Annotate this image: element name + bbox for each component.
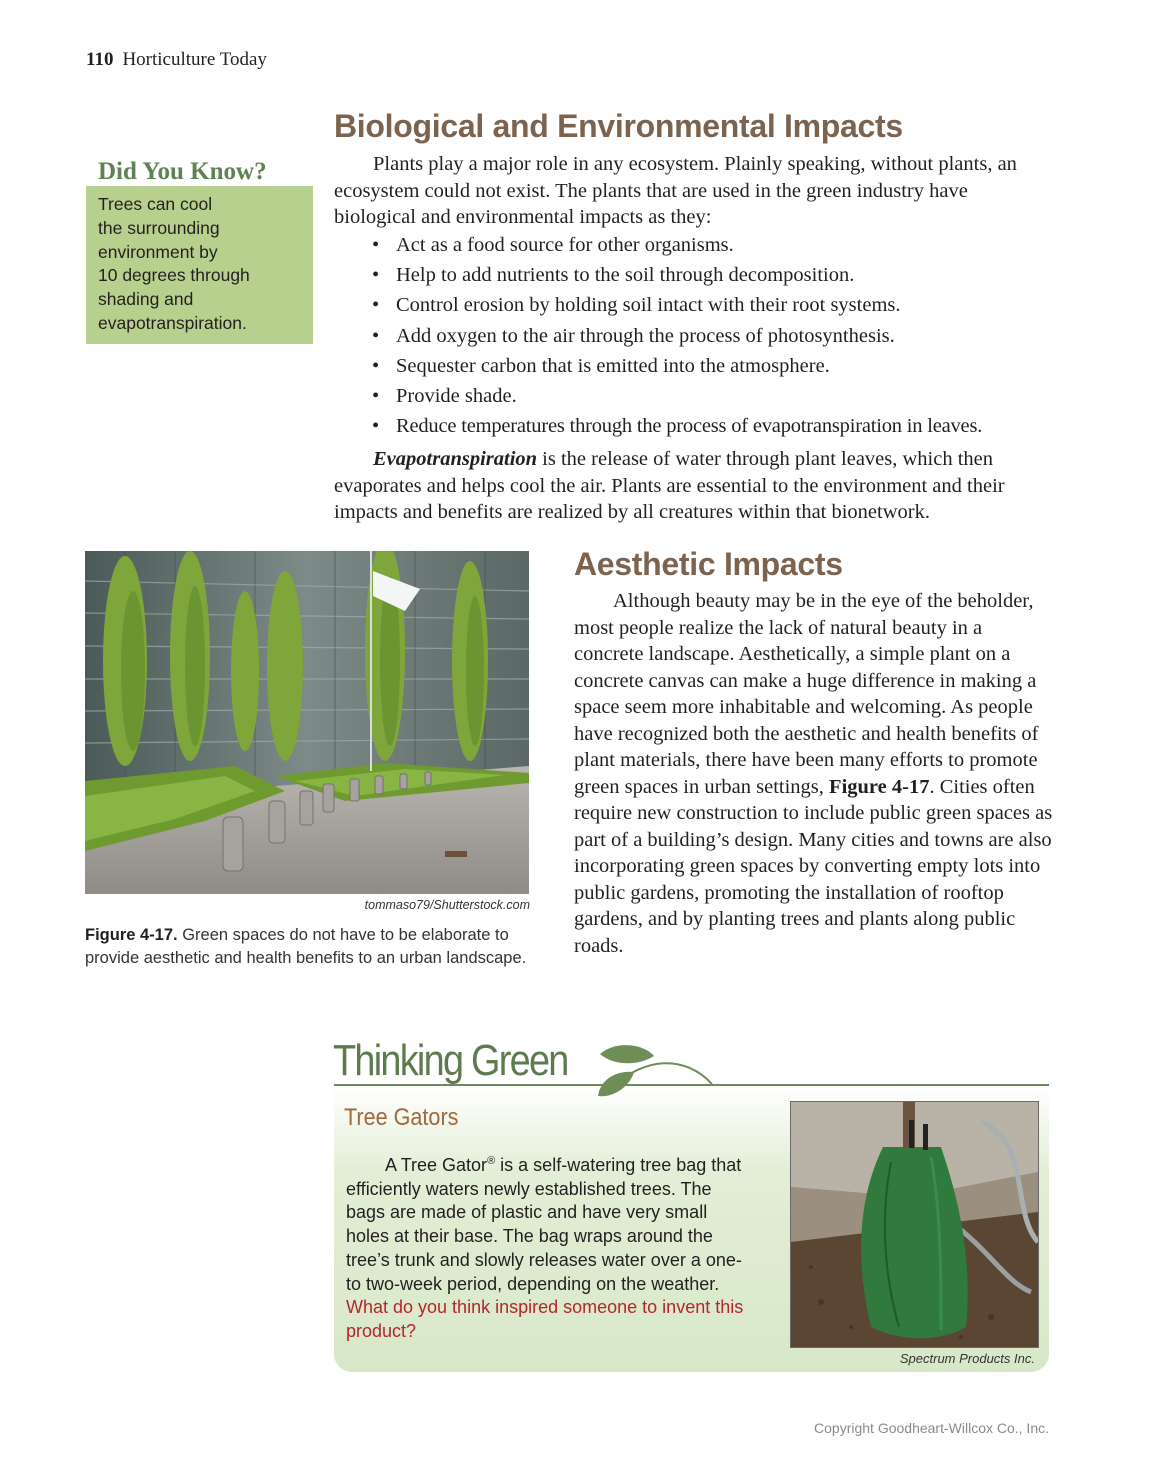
list-item: • Sequester carbon that is emitted into the atmosphere. xyxy=(334,353,1054,383)
registered-mark: ® xyxy=(487,1155,496,1167)
list-item: • Control erosion by holding soil intact with their root systems. xyxy=(334,292,1054,322)
biological-intro-paragraph: Plants play a major role in any ecosystem. Plainly speaking, without plants, an ecosystem could not exist. The plants that are used in the green industry have biological and environmental impacts as they: xyxy=(334,153,1017,228)
figure-label: Figure 4-17. xyxy=(85,926,178,944)
urban-green-space-photo xyxy=(85,551,529,894)
aesthetic-paragraph xyxy=(574,588,1054,959)
leaf-icon xyxy=(594,1040,714,1102)
paragraph-text: A Tree Gator xyxy=(385,1155,488,1175)
page-number: 110 xyxy=(86,49,114,70)
list-item: • Act as a food source for other organisms. xyxy=(334,232,1054,262)
evapotranspiration-paragraph xyxy=(334,446,1034,526)
tree-gator-photo xyxy=(790,1101,1039,1348)
thinking-green-subtitle: Tree Gators xyxy=(344,1104,459,1131)
list-item: • Help to add nutrients to the soil through decomposition. xyxy=(334,262,1054,292)
dyk-line: the surrounding xyxy=(98,217,220,238)
did-you-know-title: Did You Know? xyxy=(98,158,267,185)
discussion-question: What do you think inspired someone to invent this product? xyxy=(346,1297,744,1341)
list-item: • Add oxygen to the air through the process of photosynthesis. xyxy=(334,323,1054,353)
photo-credit: tommaso79/Shutterstock.com xyxy=(364,898,530,912)
did-you-know-box xyxy=(86,186,313,344)
dyk-line: shading and xyxy=(98,289,194,310)
figure-reference: Figure 4-17 xyxy=(829,775,930,798)
list-item: • Provide shade. xyxy=(334,383,1054,413)
book-title: Horticulture Today xyxy=(122,49,267,70)
thinking-green-title: Thinking Green xyxy=(333,1036,568,1085)
paragraph-text: Although beauty may be in the eye of the beholder, most people realize the lack of natural beauty in a concrete landscape. Aesthetically, a simple plant on a concrete canvas can make a huge difference in making a space seem more inhabitable and welcoming. As people have recognized both the aesthetic and health benefits of plant materials, there have been many efforts to promote green spaces in urban settings, xyxy=(574,590,1039,798)
copyright-notice: Copyright Goodheart-Willcox Co., Inc. xyxy=(814,1420,1049,1436)
photo-illustration xyxy=(791,1102,1038,1347)
dyk-line: Trees can cool xyxy=(98,194,213,214)
impact-bullet-list xyxy=(334,232,1054,443)
dyk-line: evapotranspiration. xyxy=(98,312,247,333)
caption-text: Green spaces do not have to be elaborate to provide aesthetic and health benefits to an urban landscape. xyxy=(85,926,527,967)
list-item: • Reduce temperatures through the process of evapotranspiration in leaves. xyxy=(334,413,1054,443)
photo-illustration xyxy=(85,551,529,894)
section-heading-aesthetic: Aesthetic Impacts xyxy=(574,546,843,582)
dyk-line: 10 degrees through xyxy=(98,265,250,286)
section-heading-biological: Biological and Environmental Impacts xyxy=(334,108,903,144)
paragraph-text: is the release of water through plant leaves, which then evaporates and helps cool the air. Plants are essential to the environment and their impacts and benefits are realized by all creatures within that bionetwork. xyxy=(334,448,1005,523)
paragraph-text: . Cities often require new construction to include public green spaces as part of a building’s design. Many cities and towns are also incorporating green spaces by converting empty lots into public gardens, promoting the installation of rooftop gardens, and by planting trees and plants along public roads. xyxy=(574,775,1053,957)
thinking-green-text xyxy=(346,1150,751,1344)
key-term: Evapotranspiration xyxy=(373,448,538,470)
paragraph-text: is a self-watering tree bag that efficiently waters newly established trees. The bags are made of plastic and have very small holes at their base. The bag wraps around the tree’s trunk and slowly releases water over a one- to two-week period, depending on the weather. xyxy=(346,1155,742,1294)
figure-caption xyxy=(85,924,535,970)
photo-credit: Spectrum Products Inc. xyxy=(899,1351,1035,1366)
running-head xyxy=(86,49,267,71)
dyk-line: environment by xyxy=(98,241,218,262)
